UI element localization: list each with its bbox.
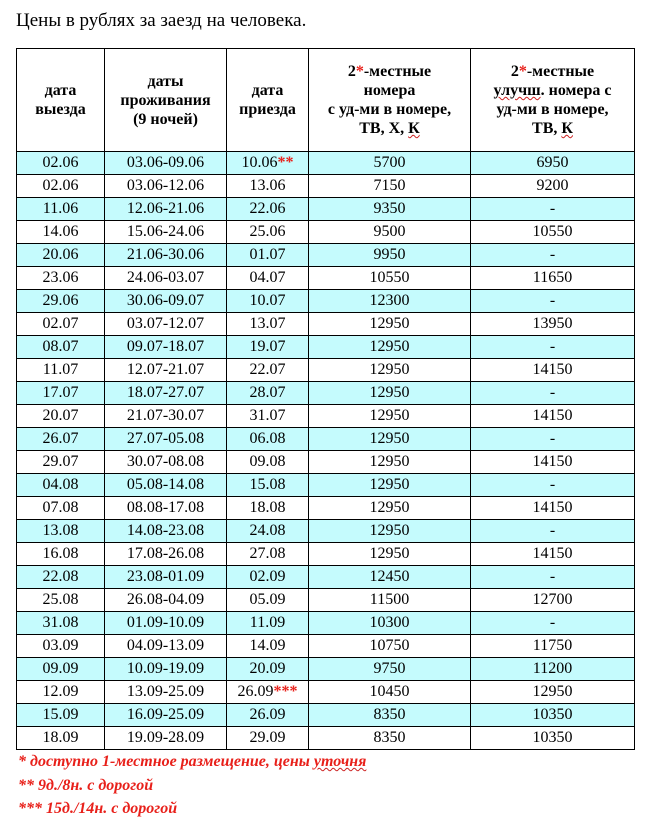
arrival-date-cell: [227, 152, 309, 175]
table-row: [17, 681, 635, 704]
arrival-date-cell: [227, 497, 309, 520]
page-caption: Цены в рублях за заезд на человека.: [16, 10, 307, 31]
departure-date-cell: 08.07: [17, 336, 105, 359]
stay-dates-cell: 21.06-30.06: [105, 244, 227, 267]
arrival-date: 26.09: [237, 683, 274, 700]
stay-dates-cell: 13.09-25.09: [105, 681, 227, 704]
departure-date-cell: 25.08: [17, 589, 105, 612]
table-row: [17, 451, 635, 474]
table-row: [17, 727, 635, 750]
arrival-date: 10.06: [241, 154, 278, 171]
arrival-date: 15.08: [249, 476, 286, 493]
improved-price-cell: -: [471, 290, 635, 313]
arrival-date-cell: [227, 543, 309, 566]
stay-dates-cell: 16.09-25.09: [105, 704, 227, 727]
arrival-date: 19.07: [249, 338, 286, 355]
stay-dates-cell: 12.06-21.06: [105, 198, 227, 221]
footnote-9-days: ** 9д./8н. с дорогой: [18, 776, 154, 794]
standard-price-cell: 12950: [309, 428, 471, 451]
stay-dates-cell: 04.09-13.09: [105, 635, 227, 658]
arrival-date: 24.08: [249, 522, 286, 539]
standard-price-cell: 12950: [309, 451, 471, 474]
arrival-date: 01.07: [249, 246, 286, 263]
header-improved-rooms: 2*-местные улучш. номера с уд-ми в номере, ТВ, К: [471, 49, 635, 152]
improved-price-cell: 14150: [471, 497, 635, 520]
arrival-date-cell: [227, 359, 309, 382]
table-row: [17, 612, 635, 635]
arrival-date: 05.09: [249, 591, 286, 608]
standard-price-cell: 8350: [309, 704, 471, 727]
departure-date-cell: 17.07: [17, 382, 105, 405]
departure-date-cell: 11.07: [17, 359, 105, 382]
standard-price-cell: 9500: [309, 221, 471, 244]
arrival-date: 14.09: [249, 637, 286, 654]
arrival-date: 25.06: [249, 223, 286, 240]
stay-dates-cell: 30.07-08.08: [105, 451, 227, 474]
table-row: [17, 704, 635, 727]
stay-dates-cell: 08.08-17.08: [105, 497, 227, 520]
table-row: [17, 175, 635, 198]
footnote-mark: **: [277, 154, 294, 171]
improved-price-cell: 14150: [471, 543, 635, 566]
standard-price-cell: 9750: [309, 658, 471, 681]
table-row: [17, 474, 635, 497]
arrival-date: 28.07: [249, 384, 286, 401]
stay-dates-cell: 10.09-19.09: [105, 658, 227, 681]
stay-dates-cell: 03.06-09.06: [105, 152, 227, 175]
improved-price-cell: 10350: [471, 704, 635, 727]
header-arrival-date: дата приезда: [227, 49, 309, 152]
arrival-date-cell: [227, 221, 309, 244]
stay-dates-cell: 18.07-27.07: [105, 382, 227, 405]
improved-price-cell: 14150: [471, 405, 635, 428]
departure-date-cell: 12.09: [17, 681, 105, 704]
arrival-date-cell: [227, 589, 309, 612]
arrival-date-cell: [227, 267, 309, 290]
arrival-date-cell: [227, 635, 309, 658]
arrival-date: 06.08: [249, 430, 286, 447]
arrival-date: 29.09: [249, 729, 286, 746]
arrival-date: 31.07: [249, 407, 286, 424]
improved-price-cell: -: [471, 566, 635, 589]
improved-price-cell: 10550: [471, 221, 635, 244]
table-row: [17, 221, 635, 244]
arrival-date-cell: [227, 244, 309, 267]
standard-price-cell: 12950: [309, 543, 471, 566]
stay-dates-cell: 23.08-01.09: [105, 566, 227, 589]
arrival-date: 10.07: [249, 292, 286, 309]
departure-date-cell: 20.06: [17, 244, 105, 267]
improved-price-cell: 11750: [471, 635, 635, 658]
improved-price-cell: -: [471, 612, 635, 635]
arrival-date: 22.07: [249, 361, 286, 378]
arrival-date: 13.06: [249, 177, 286, 194]
standard-price-cell: 12950: [309, 336, 471, 359]
arrival-date-cell: [227, 727, 309, 750]
departure-date-cell: 26.07: [17, 428, 105, 451]
departure-date-cell: 04.08: [17, 474, 105, 497]
arrival-date: 11.09: [249, 614, 286, 631]
departure-date-cell: 29.07: [17, 451, 105, 474]
improved-price-cell: 14150: [471, 451, 635, 474]
stay-dates-cell: 09.07-18.07: [105, 336, 227, 359]
arrival-date: 26.09: [249, 706, 286, 723]
departure-date-cell: 15.09: [17, 704, 105, 727]
improved-price-cell: -: [471, 336, 635, 359]
price-table: [16, 48, 635, 750]
table-row: [17, 313, 635, 336]
arrival-date-cell: [227, 428, 309, 451]
table-row: [17, 405, 635, 428]
stay-dates-cell: 17.08-26.08: [105, 543, 227, 566]
table-row: [17, 382, 635, 405]
standard-price-cell: 11500: [309, 589, 471, 612]
table-row: [17, 359, 635, 382]
stay-dates-cell: 03.06-12.06: [105, 175, 227, 198]
table-row: [17, 198, 635, 221]
departure-date-cell: 13.08: [17, 520, 105, 543]
improved-price-cell: -: [471, 520, 635, 543]
departure-date-cell: 03.09: [17, 635, 105, 658]
standard-price-cell: 12950: [309, 382, 471, 405]
stay-dates-cell: 24.06-03.07: [105, 267, 227, 290]
standard-price-cell: 10300: [309, 612, 471, 635]
arrival-date-cell: [227, 612, 309, 635]
table-row: [17, 428, 635, 451]
improved-price-cell: -: [471, 428, 635, 451]
arrival-date: 22.06: [249, 200, 286, 217]
header-standard-rooms: 2*-местные номера с уд-ми в номере, ТВ, Х, К: [309, 49, 471, 152]
departure-date-cell: 29.06: [17, 290, 105, 313]
arrival-date: 27.08: [249, 545, 286, 562]
header-stay-dates: даты проживания (9 ночей): [105, 49, 227, 152]
standard-price-cell: 12950: [309, 405, 471, 428]
arrival-date: 09.08: [249, 453, 286, 470]
standard-price-cell: 7150: [309, 175, 471, 198]
standard-price-cell: 9350: [309, 198, 471, 221]
departure-date-cell: 07.08: [17, 497, 105, 520]
arrival-date-cell: [227, 175, 309, 198]
stay-dates-cell: 30.06-09.07: [105, 290, 227, 313]
improved-price-cell: 9200: [471, 175, 635, 198]
standard-price-cell: 10750: [309, 635, 471, 658]
stay-dates-cell: 03.07-12.07: [105, 313, 227, 336]
arrival-date: 04.07: [249, 269, 286, 286]
departure-date-cell: 02.06: [17, 152, 105, 175]
standard-price-cell: 12950: [309, 474, 471, 497]
arrival-date: 18.08: [249, 499, 286, 516]
standard-price-cell: 8350: [309, 727, 471, 750]
stay-dates-cell: 12.07-21.07: [105, 359, 227, 382]
table-row: [17, 290, 635, 313]
table-row: [17, 267, 635, 290]
standard-price-cell: 12300: [309, 290, 471, 313]
standard-price-cell: 9950: [309, 244, 471, 267]
footnote-mark: ***: [273, 683, 298, 700]
standard-price-cell: 12950: [309, 359, 471, 382]
header-departure-date: дата выезда: [17, 49, 105, 152]
standard-price-cell: 12950: [309, 313, 471, 336]
table-row: [17, 658, 635, 681]
table-row: [17, 589, 635, 612]
departure-date-cell: 22.08: [17, 566, 105, 589]
stay-dates-cell: 26.08-04.09: [105, 589, 227, 612]
stay-dates-cell: 01.09-10.09: [105, 612, 227, 635]
footnotes: [18, 750, 366, 821]
stay-dates-cell: 14.08-23.08: [105, 520, 227, 543]
table-row: [17, 566, 635, 589]
departure-date-cell: 02.06: [17, 175, 105, 198]
improved-price-cell: -: [471, 382, 635, 405]
arrival-date-cell: [227, 313, 309, 336]
arrival-date-cell: [227, 382, 309, 405]
departure-date-cell: 18.09: [17, 727, 105, 750]
arrival-date-cell: [227, 520, 309, 543]
arrival-date-cell: [227, 198, 309, 221]
arrival-date-cell: [227, 658, 309, 681]
improved-price-cell: 14150: [471, 359, 635, 382]
table-row: [17, 520, 635, 543]
table-row: [17, 244, 635, 267]
improved-price-cell: -: [471, 198, 635, 221]
standard-price-cell: 5700: [309, 152, 471, 175]
standard-price-cell: 12950: [309, 520, 471, 543]
stay-dates-cell: 21.07-30.07: [105, 405, 227, 428]
stay-dates-cell: 15.06-24.06: [105, 221, 227, 244]
arrival-date-cell: [227, 451, 309, 474]
departure-date-cell: 23.06: [17, 267, 105, 290]
arrival-date-cell: [227, 566, 309, 589]
departure-date-cell: 09.09: [17, 658, 105, 681]
departure-date-cell: 31.08: [17, 612, 105, 635]
improved-price-cell: -: [471, 244, 635, 267]
arrival-date-cell: [227, 290, 309, 313]
departure-date-cell: 14.06: [17, 221, 105, 244]
arrival-date-cell: [227, 474, 309, 497]
footnote-single-occupancy: * доступно 1-местное размещение, цены уточня: [18, 753, 367, 770]
improved-price-cell: 11650: [471, 267, 635, 290]
arrival-date-cell: [227, 336, 309, 359]
arrival-date: 20.09: [249, 660, 286, 677]
standard-price-cell: 12450: [309, 566, 471, 589]
improved-price-cell: 12950: [471, 681, 635, 704]
departure-date-cell: 11.06: [17, 198, 105, 221]
improved-price-cell: -: [471, 474, 635, 497]
table-row: [17, 543, 635, 566]
footnote-15-days: *** 15д./14н. с дорогой: [18, 800, 178, 817]
table-row: [17, 336, 635, 359]
table-row: [17, 497, 635, 520]
table-row: [17, 635, 635, 658]
departure-date-cell: 02.07: [17, 313, 105, 336]
stay-dates-cell: 19.09-28.09: [105, 727, 227, 750]
table-row: [17, 152, 635, 175]
standard-price-cell: 10450: [309, 681, 471, 704]
departure-date-cell: 16.08: [17, 543, 105, 566]
improved-price-cell: 6950: [471, 152, 635, 175]
improved-price-cell: 13950: [471, 313, 635, 336]
standard-price-cell: 10550: [309, 267, 471, 290]
arrival-date-cell: [227, 405, 309, 428]
departure-date-cell: 20.07: [17, 405, 105, 428]
standard-price-cell: 12950: [309, 497, 471, 520]
arrival-date: 13.07: [249, 315, 286, 332]
arrival-date-cell: [227, 681, 309, 704]
improved-price-cell: 11200: [471, 658, 635, 681]
stay-dates-cell: 27.07-05.08: [105, 428, 227, 451]
improved-price-cell: 10350: [471, 727, 635, 750]
stay-dates-cell: 05.08-14.08: [105, 474, 227, 497]
arrival-date: 02.09: [249, 568, 286, 585]
table-header-row: [17, 49, 635, 152]
improved-price-cell: 12700: [471, 589, 635, 612]
arrival-date-cell: [227, 704, 309, 727]
